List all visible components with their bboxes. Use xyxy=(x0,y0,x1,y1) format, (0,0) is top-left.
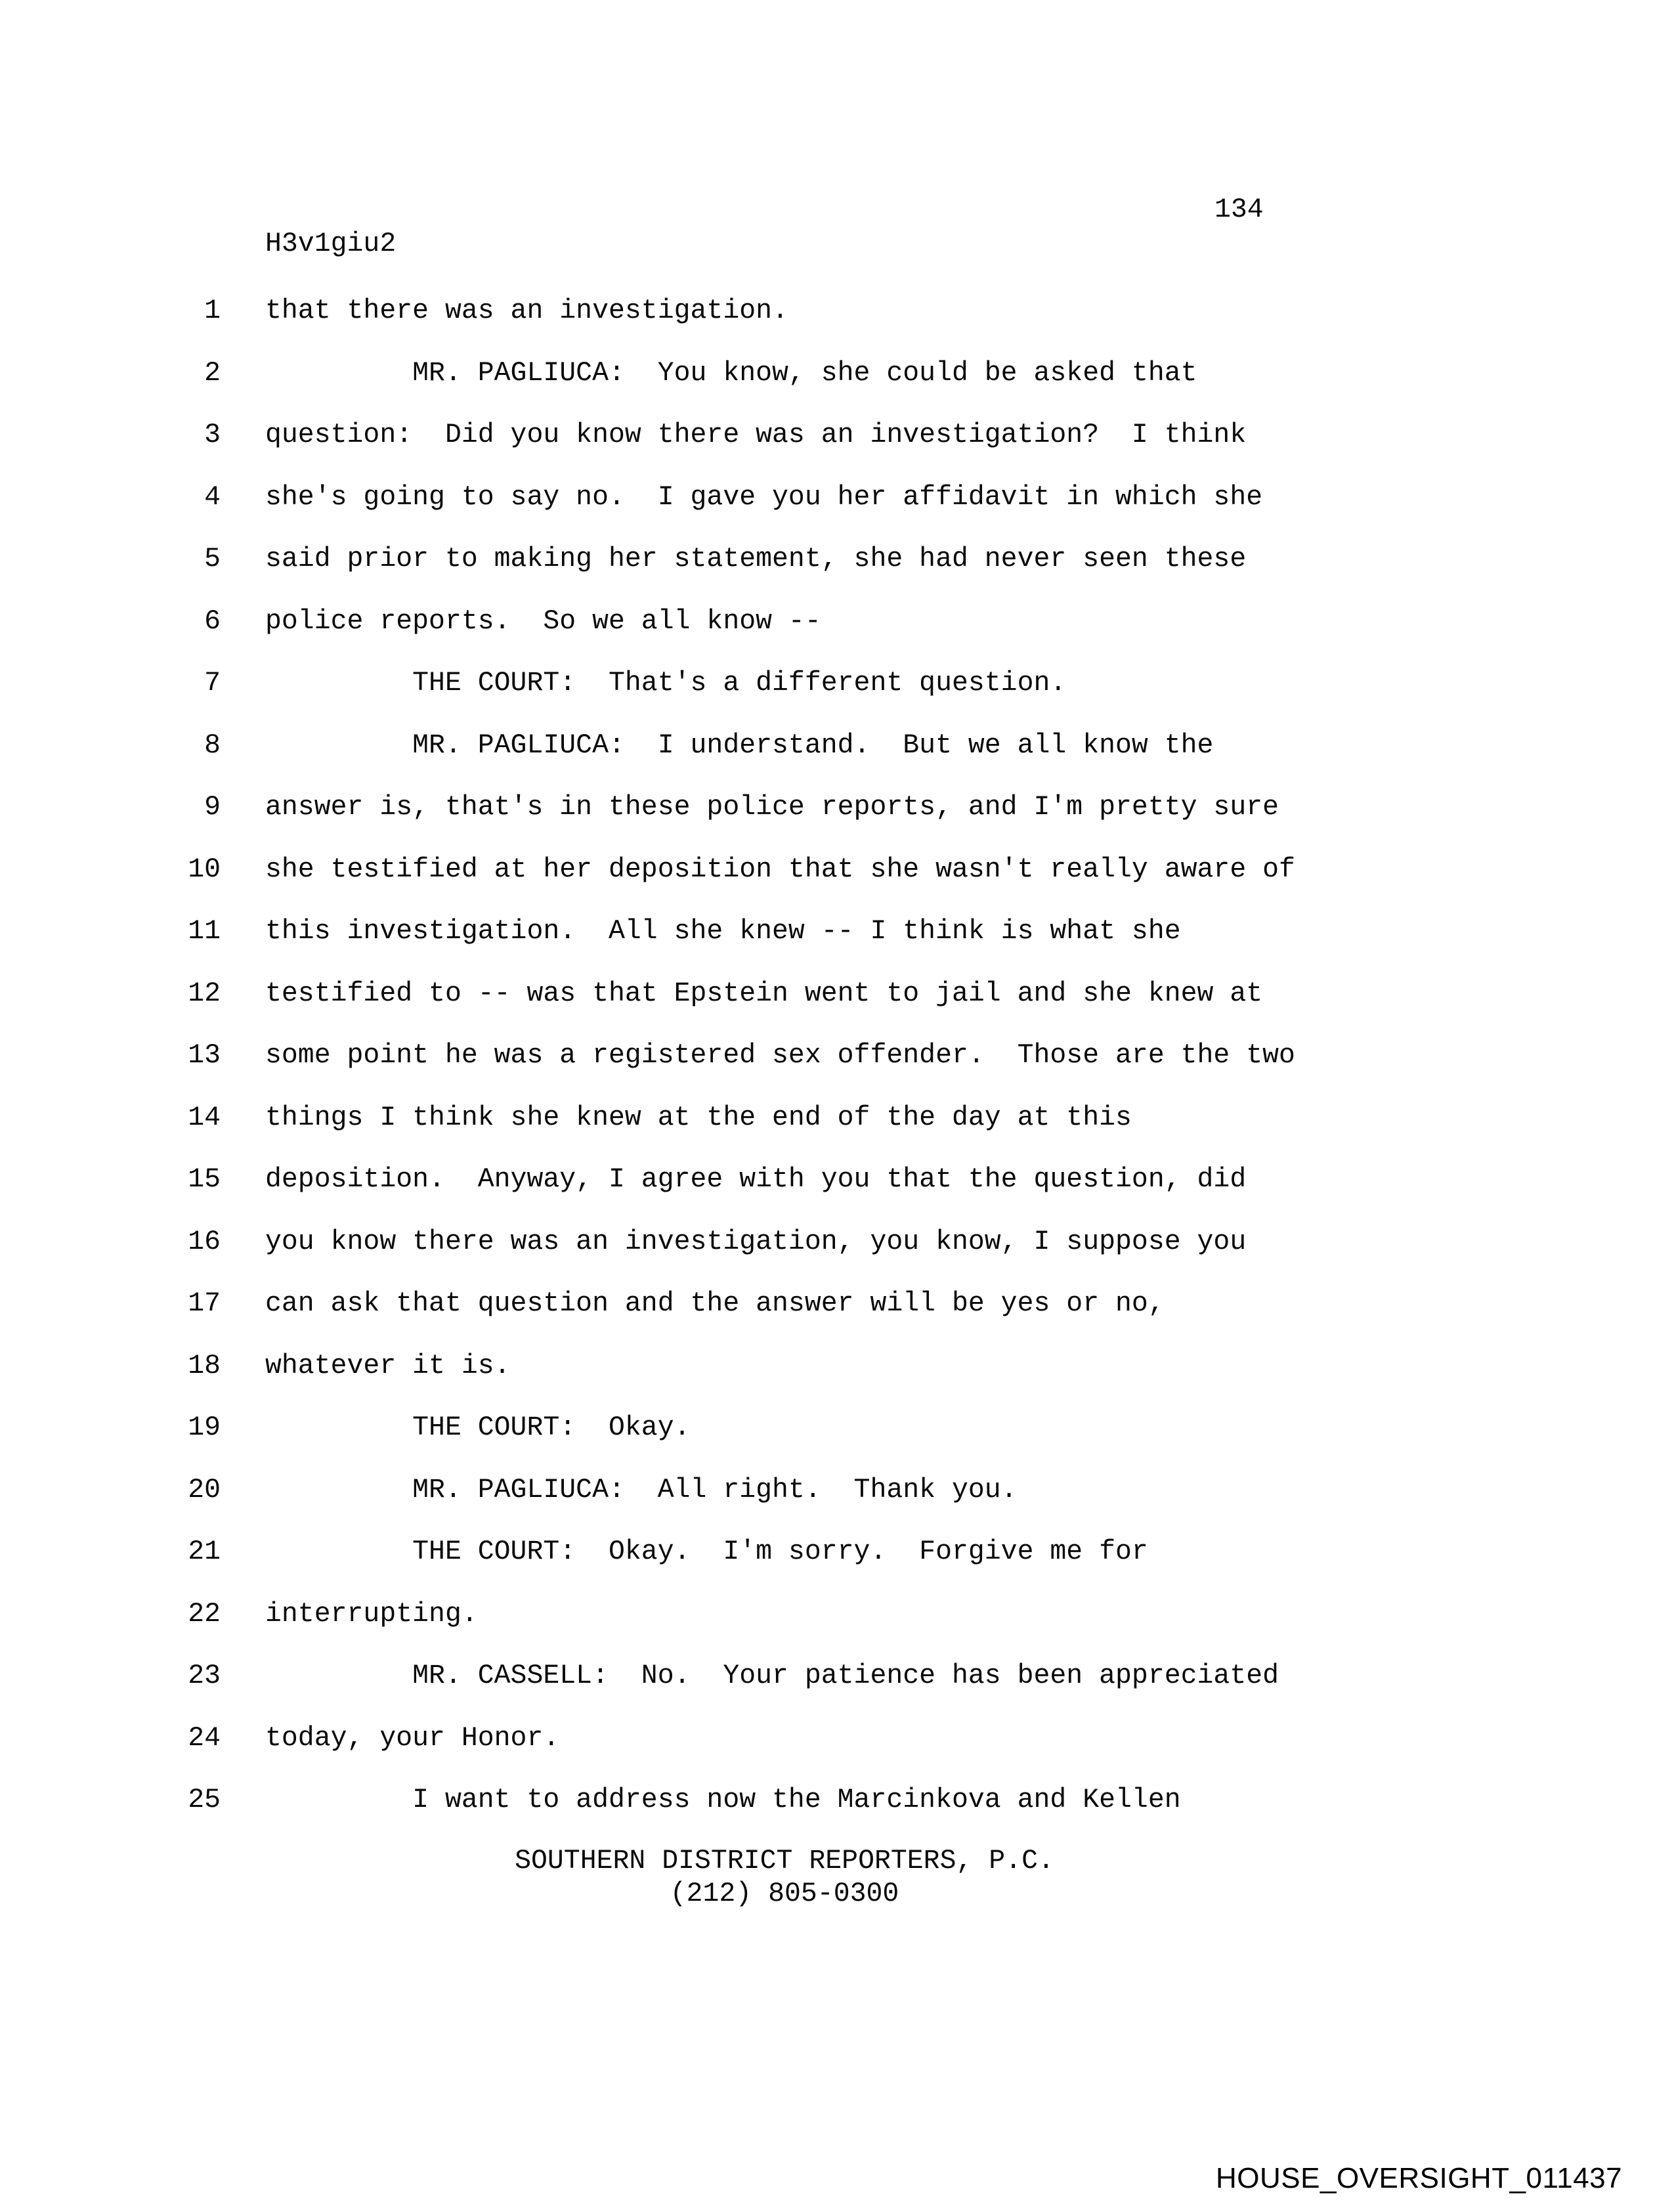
transcript-line xyxy=(0,1350,1674,1383)
line-text: MR. PAGLIUCA: All right. Thank you. xyxy=(265,1474,1018,1506)
line-number: 3 xyxy=(204,420,221,450)
line-number: 10 xyxy=(188,854,221,885)
line-text: she's going to say no. I gave you her affidavit in which she xyxy=(265,481,1263,513)
line-number: 22 xyxy=(188,1598,221,1630)
transcript-line xyxy=(0,978,1674,1010)
transcript-line xyxy=(0,1474,1674,1507)
line-number: 24 xyxy=(188,1722,221,1754)
transcript-line xyxy=(0,667,1674,700)
reporter-phone: (212) 805-0300 xyxy=(670,1878,899,1909)
line-text: MR. PAGLIUCA: I understand. But we all know the xyxy=(265,729,1214,761)
line-number: 11 xyxy=(188,916,221,947)
transcript-line xyxy=(0,1784,1674,1817)
line-text: THE COURT: Okay. xyxy=(265,1412,691,1443)
line-text: deposition. Anyway, I agree with you that the question, did xyxy=(265,1164,1247,1195)
line-number: 5 xyxy=(204,544,221,575)
transcript-line xyxy=(0,791,1674,824)
line-number: 6 xyxy=(204,605,221,637)
line-text: she testified at her deposition that she wasn't really aware of xyxy=(265,854,1295,885)
line-number: 13 xyxy=(188,1040,221,1071)
line-number: 2 xyxy=(204,357,221,389)
transcript-line xyxy=(0,1226,1674,1259)
line-text: things I think she knew at the end of the day at this xyxy=(265,1102,1132,1133)
transcript-body xyxy=(0,295,1674,1825)
line-text: THE COURT: That's a different question. xyxy=(265,668,1067,699)
transcript-line xyxy=(0,543,1674,576)
line-number: 20 xyxy=(188,1474,221,1506)
transcript-line xyxy=(0,419,1674,452)
line-number: 14 xyxy=(188,1102,221,1133)
transcript-line xyxy=(0,1163,1674,1196)
line-number: 9 xyxy=(204,792,221,823)
line-text: today, your Honor. xyxy=(265,1722,560,1754)
line-number: 8 xyxy=(204,729,221,761)
line-text: said prior to making her statement, she had never seen these xyxy=(265,544,1247,575)
transcript-line xyxy=(0,1598,1674,1631)
line-text: THE COURT: Okay. I'm sorry. Forgive me for xyxy=(265,1536,1148,1567)
reporter-footer xyxy=(0,1845,1569,1911)
line-number: 23 xyxy=(188,1660,221,1691)
reporter-name: SOUTHERN DISTRICT REPORTERS, P.C. xyxy=(515,1846,1054,1876)
line-number: 19 xyxy=(188,1412,221,1443)
transcript-line xyxy=(0,1039,1674,1072)
line-number: 4 xyxy=(204,481,221,513)
transcript-line xyxy=(0,1102,1674,1135)
line-text: MR. CASSELL: No. Your patience has been appreciated xyxy=(265,1660,1279,1691)
transcript-line xyxy=(0,605,1674,638)
line-text: testified to -- was that Epstein went to jail and she knew at xyxy=(265,978,1263,1009)
transcript-line xyxy=(0,1536,1674,1569)
line-number: 21 xyxy=(188,1536,221,1567)
line-number: 15 xyxy=(188,1164,221,1195)
line-number: 25 xyxy=(188,1785,221,1815)
page-number: 134 xyxy=(1214,194,1264,225)
transcript-line xyxy=(0,854,1674,886)
transcript-line xyxy=(0,1722,1674,1755)
transcript-line xyxy=(0,481,1674,514)
line-text: I want to address now the Marcinkova and Kellen xyxy=(265,1785,1181,1815)
line-text: MR. PAGLIUCA: You know, she could be asked that xyxy=(265,357,1197,389)
line-text: some point he was a registered sex offender. Those are the two xyxy=(265,1040,1295,1071)
bates-stamp: HOUSE_OVERSIGHT_011437 xyxy=(1216,2162,1623,2194)
transcript-line xyxy=(0,295,1674,328)
line-number: 12 xyxy=(188,978,221,1009)
line-text: question: Did you know there was an investigation? I think xyxy=(265,420,1247,450)
line-number: 18 xyxy=(188,1350,221,1381)
line-text: you know there was an investigation, you know, I suppose you xyxy=(265,1226,1247,1257)
line-text: can ask that question and the answer will be yes or no, xyxy=(265,1288,1165,1319)
transcript-line xyxy=(0,729,1674,762)
line-text: this investigation. All she knew -- I think is what she xyxy=(265,916,1181,947)
line-number: 17 xyxy=(188,1288,221,1319)
transcript-line xyxy=(0,915,1674,948)
line-text: that there was an investigation. xyxy=(265,295,788,326)
transcript-line xyxy=(0,1412,1674,1444)
line-number: 7 xyxy=(204,668,221,699)
line-text: interrupting. xyxy=(265,1598,478,1630)
line-number: 16 xyxy=(188,1226,221,1257)
transcript-line xyxy=(0,1288,1674,1320)
line-number: 1 xyxy=(204,295,221,326)
transcript-line xyxy=(0,1660,1674,1693)
transcript-line xyxy=(0,357,1674,390)
line-text: answer is, that's in these police reports, and I'm pretty sure xyxy=(265,792,1279,823)
line-text: police reports. So we all know -- xyxy=(265,605,821,637)
line-text: whatever it is. xyxy=(265,1350,511,1381)
transcript-session-id: H3v1giu2 xyxy=(265,228,397,259)
